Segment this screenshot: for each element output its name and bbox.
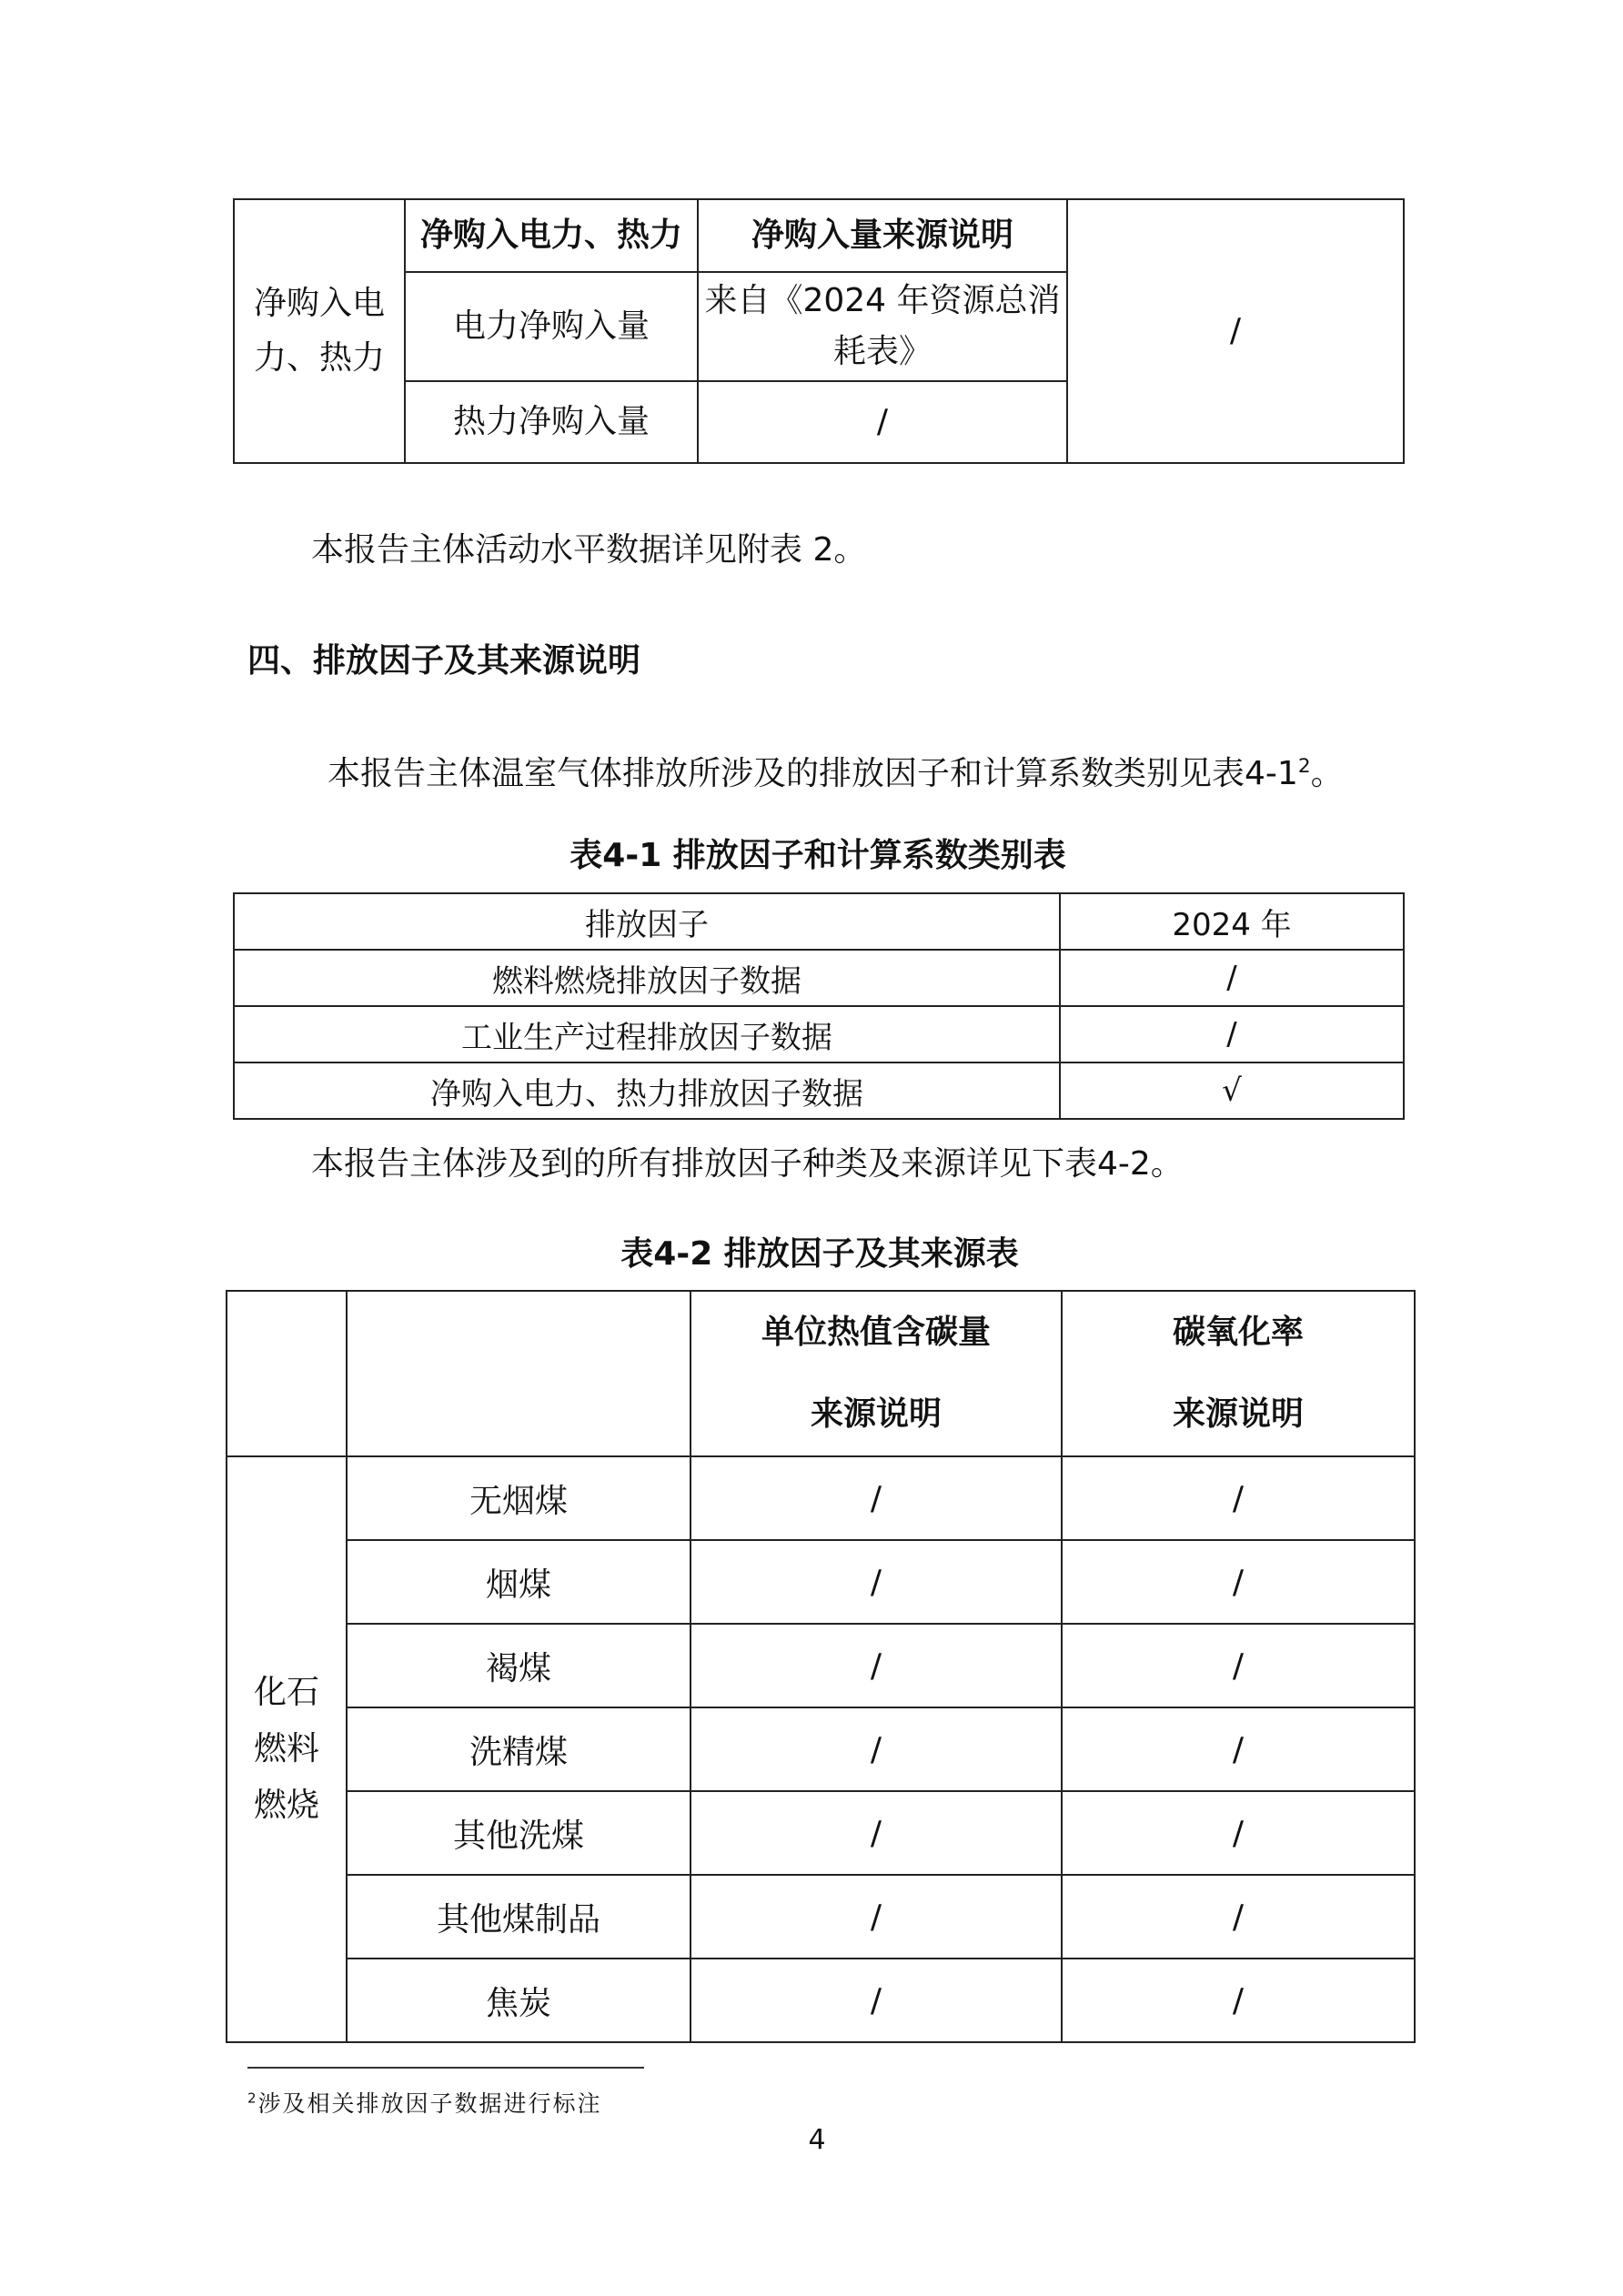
- table42-fuel: 焦炭: [347, 1959, 691, 2042]
- table42: [226, 1290, 1416, 2043]
- table42-carbon: /: [691, 1624, 1062, 1707]
- section-heading: 四、排放因子及其来源说明: [247, 642, 641, 680]
- footnote: $^2$涉及相关排放因子数据进行标注: [247, 2090, 602, 2117]
- table42-oxidation: /: [1062, 1456, 1415, 1540]
- table42-fuel: 洗精煤: [347, 1707, 691, 1791]
- table42-header-empty: [347, 1291, 691, 1456]
- footnote-divider: [247, 2067, 644, 2069]
- table41-factor: 净购入电力、热力排放因子数据: [234, 1062, 1060, 1119]
- net-purchase-item: 电力净购入量: [405, 272, 698, 381]
- net-purchase-table: [233, 198, 1405, 464]
- table42-category: 化石 燃料 燃烧: [227, 1456, 347, 2042]
- table41-header-factor: 排放因子: [234, 893, 1060, 950]
- page-number: 4: [808, 2124, 826, 2156]
- table42-caption: 表4-2 排放因子及其来源表: [620, 1235, 1019, 1273]
- footnote-ref: 2: [1297, 755, 1311, 778]
- net-purchase-item: 热力净购入量: [405, 381, 698, 463]
- table41-caption: 表4-1 排放因子和计算系数类别表: [570, 837, 1066, 874]
- table42-header-carbon: 单位热值含碳量 来源说明: [691, 1291, 1062, 1456]
- table42-carbon: /: [691, 1456, 1062, 1540]
- table41-header-year: 2024 年: [1060, 893, 1404, 950]
- footnote-mark: 2: [247, 2090, 258, 2107]
- table42-carbon: /: [691, 1791, 1062, 1875]
- table42-carbon: /: [691, 1540, 1062, 1624]
- table42-fuel: 其他煤制品: [347, 1875, 691, 1959]
- table42-carbon: /: [691, 1707, 1062, 1791]
- table41-factor: 工业生产过程排放因子数据: [234, 1006, 1060, 1062]
- table42-fuel: 无烟煤: [347, 1456, 691, 1540]
- table42-oxidation: /: [1062, 1707, 1415, 1791]
- table42-fuel: 烟煤: [347, 1540, 691, 1624]
- net-purchase-col4: /: [1067, 199, 1404, 463]
- table41-value: /: [1060, 950, 1404, 1006]
- net-purchase-row-label: 净购入电 力、热力: [234, 199, 405, 463]
- table41-value: √: [1060, 1062, 1404, 1119]
- table42-fuel: 其他洗煤: [347, 1791, 691, 1875]
- paragraph-activity-data: 本报告主体活动水平数据详见附表 2。: [311, 531, 867, 569]
- table41: [233, 892, 1405, 1120]
- table42-oxidation: /: [1062, 1540, 1415, 1624]
- net-purchase-source: /: [698, 381, 1067, 463]
- table41-factor: 燃料燃烧排放因子数据: [234, 950, 1060, 1006]
- table41-value: /: [1060, 1006, 1404, 1062]
- table42-fuel: 褐煤: [347, 1624, 691, 1707]
- table42-header-oxidation: 碳氧化率 来源说明: [1062, 1291, 1415, 1456]
- net-purchase-header-source: 净购入量来源说明: [698, 199, 1067, 272]
- table42-oxidation: /: [1062, 1959, 1415, 2042]
- paragraph-emission-factors: 本报告主体温室气体排放所涉及的排放因子和计算系数类别见表$4-1^2$。: [328, 755, 1344, 792]
- net-purchase-header-item: 净购入电力、热力: [405, 199, 698, 272]
- table42-carbon: /: [691, 1959, 1062, 2042]
- table42-oxidation: /: [1062, 1791, 1415, 1875]
- table42-header-empty: [227, 1291, 347, 1456]
- table42-carbon: /: [691, 1875, 1062, 1959]
- table42-oxidation: /: [1062, 1624, 1415, 1707]
- paragraph-table42-ref: 本报告主体涉及到的所有排放因子种类及来源详见下表4-2。: [311, 1145, 1184, 1183]
- net-purchase-source: 来自《2024 年资源总消 耗表》: [698, 272, 1067, 381]
- table42-oxidation: /: [1062, 1875, 1415, 1959]
